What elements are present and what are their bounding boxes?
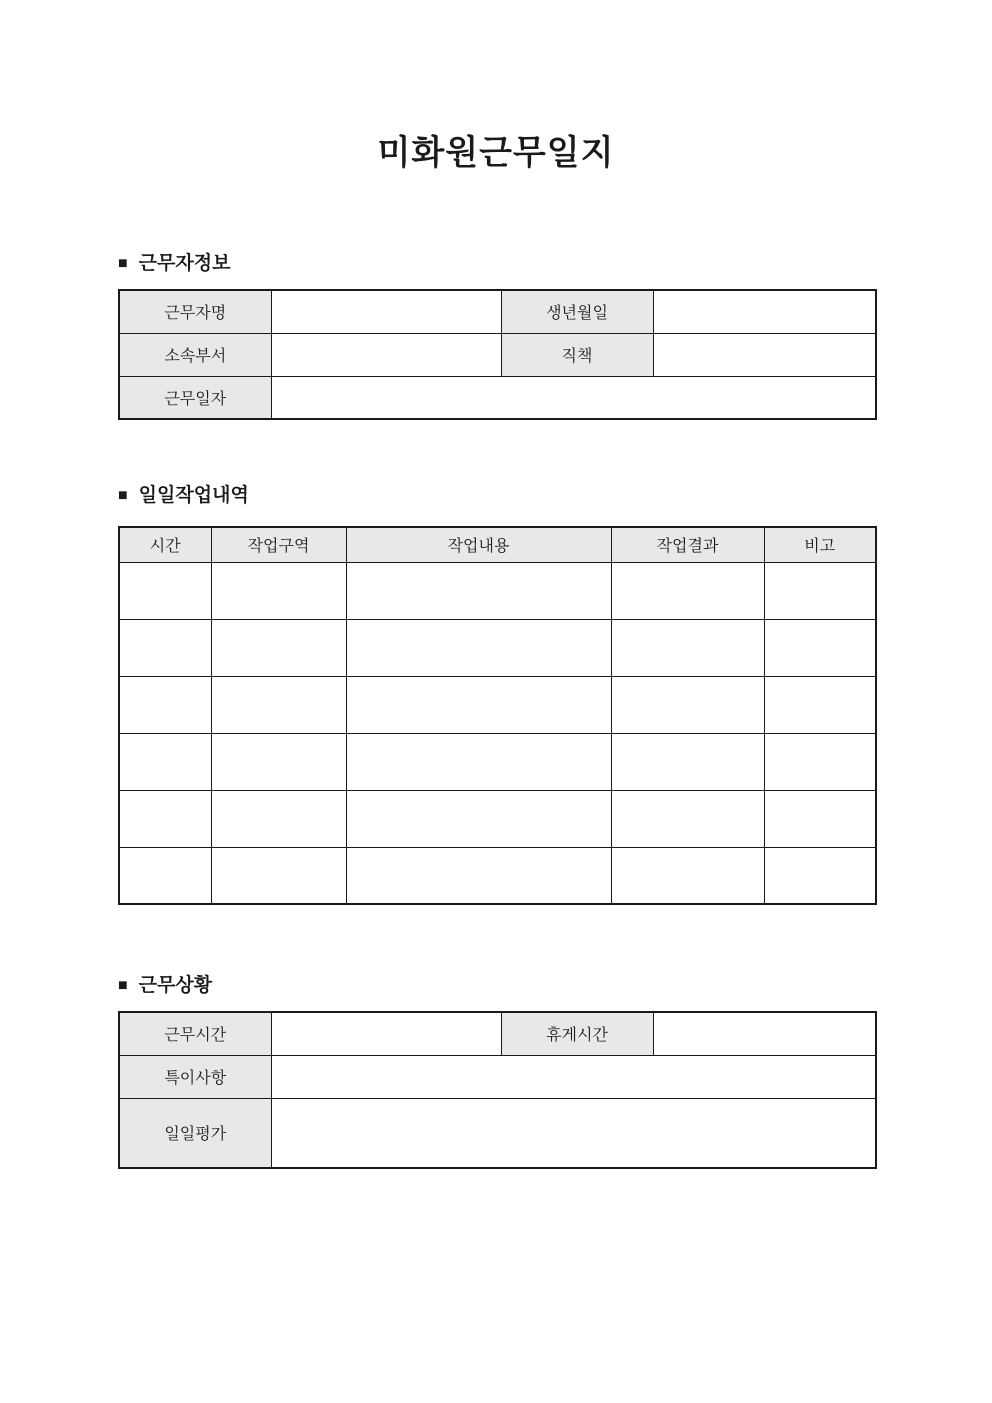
special-notes-label-cell: 특이사항 [119, 1055, 271, 1098]
birth-date-label-cell: 생년월일 [501, 290, 653, 333]
position-value-cell [653, 333, 876, 376]
break-time-value-cell [653, 1012, 876, 1055]
table-row [119, 1012, 876, 1055]
work-hours-value-cell [271, 1012, 501, 1055]
work-content-cell [346, 847, 611, 904]
time-cell [119, 847, 211, 904]
daily-work-table [118, 526, 877, 905]
work-status-heading-label: 근무상황 [138, 975, 213, 996]
worker-name-value-cell [271, 290, 501, 333]
work-content-cell [346, 619, 611, 676]
remarks-cell [764, 733, 876, 790]
time-cell [119, 562, 211, 619]
work-hours-label-cell: 근무시간 [119, 1012, 271, 1055]
time-cell [119, 619, 211, 676]
department-label-cell: 소속부서 [119, 333, 271, 376]
section-daily-work [118, 485, 875, 905]
work-area-cell [211, 562, 346, 619]
work-result-cell [611, 619, 764, 676]
work-status-heading [118, 975, 875, 997]
work-area-cell [211, 676, 346, 733]
work-content-cell [346, 733, 611, 790]
remarks-cell [764, 790, 876, 847]
remarks-cell [764, 676, 876, 733]
table-row [119, 1098, 876, 1168]
table-header-row [119, 527, 876, 562]
time-cell [119, 733, 211, 790]
table-row [119, 676, 876, 733]
daily-evaluation-label-cell: 일일평가 [119, 1098, 271, 1168]
time-cell [119, 676, 211, 733]
work-area-cell [211, 619, 346, 676]
daily-evaluation-value-cell [271, 1098, 876, 1168]
break-time-label-cell: 휴게시간 [501, 1012, 653, 1055]
position-label-cell: 직책 [501, 333, 653, 376]
table-row [119, 333, 876, 376]
work-date-value-cell [271, 376, 876, 419]
daily-work-heading-label: 일일작업내역 [138, 485, 249, 506]
square-bullet-icon: ■ [118, 977, 128, 994]
table-row [119, 733, 876, 790]
table-row [119, 562, 876, 619]
work-result-cell [611, 676, 764, 733]
square-bullet-icon: ■ [118, 487, 128, 504]
birth-date-value-cell [653, 290, 876, 333]
work-result-cell [611, 562, 764, 619]
work-area-cell [211, 847, 346, 904]
table-row [119, 847, 876, 904]
work-area-cell [211, 790, 346, 847]
work-status-table [118, 1011, 877, 1169]
table-row [119, 790, 876, 847]
work-content-cell [346, 676, 611, 733]
work-result-cell [611, 733, 764, 790]
worker-info-table [118, 289, 877, 420]
remarks-cell [764, 619, 876, 676]
work-date-label-cell: 근무일자 [119, 376, 271, 419]
worker-info-heading-label: 근무자정보 [138, 253, 231, 274]
document-title: 미화원근무일지 [377, 134, 615, 172]
table-row [119, 376, 876, 419]
section-worker-info [118, 253, 875, 420]
table-row [119, 290, 876, 333]
table-row [119, 1055, 876, 1098]
daily-work-heading [118, 485, 875, 507]
square-bullet-icon: ■ [118, 255, 128, 272]
work-result-cell [611, 847, 764, 904]
remarks-cell [764, 847, 876, 904]
work-area-cell [211, 733, 346, 790]
worker-info-heading [118, 253, 875, 275]
work-content-cell [346, 790, 611, 847]
col-header-time: 시간 [119, 527, 211, 562]
col-header-work-area: 작업구역 [211, 527, 346, 562]
remarks-cell [764, 562, 876, 619]
col-header-work-result: 작업결과 [611, 527, 764, 562]
work-content-cell [346, 562, 611, 619]
table-row [119, 619, 876, 676]
col-header-work-content: 작업내용 [346, 527, 611, 562]
special-notes-value-cell [271, 1055, 876, 1098]
department-value-cell [271, 333, 501, 376]
worker-name-label-cell: 근무자명 [119, 290, 271, 333]
work-result-cell [611, 790, 764, 847]
time-cell [119, 790, 211, 847]
col-header-remarks: 비고 [764, 527, 876, 562]
section-work-status [118, 975, 875, 1169]
